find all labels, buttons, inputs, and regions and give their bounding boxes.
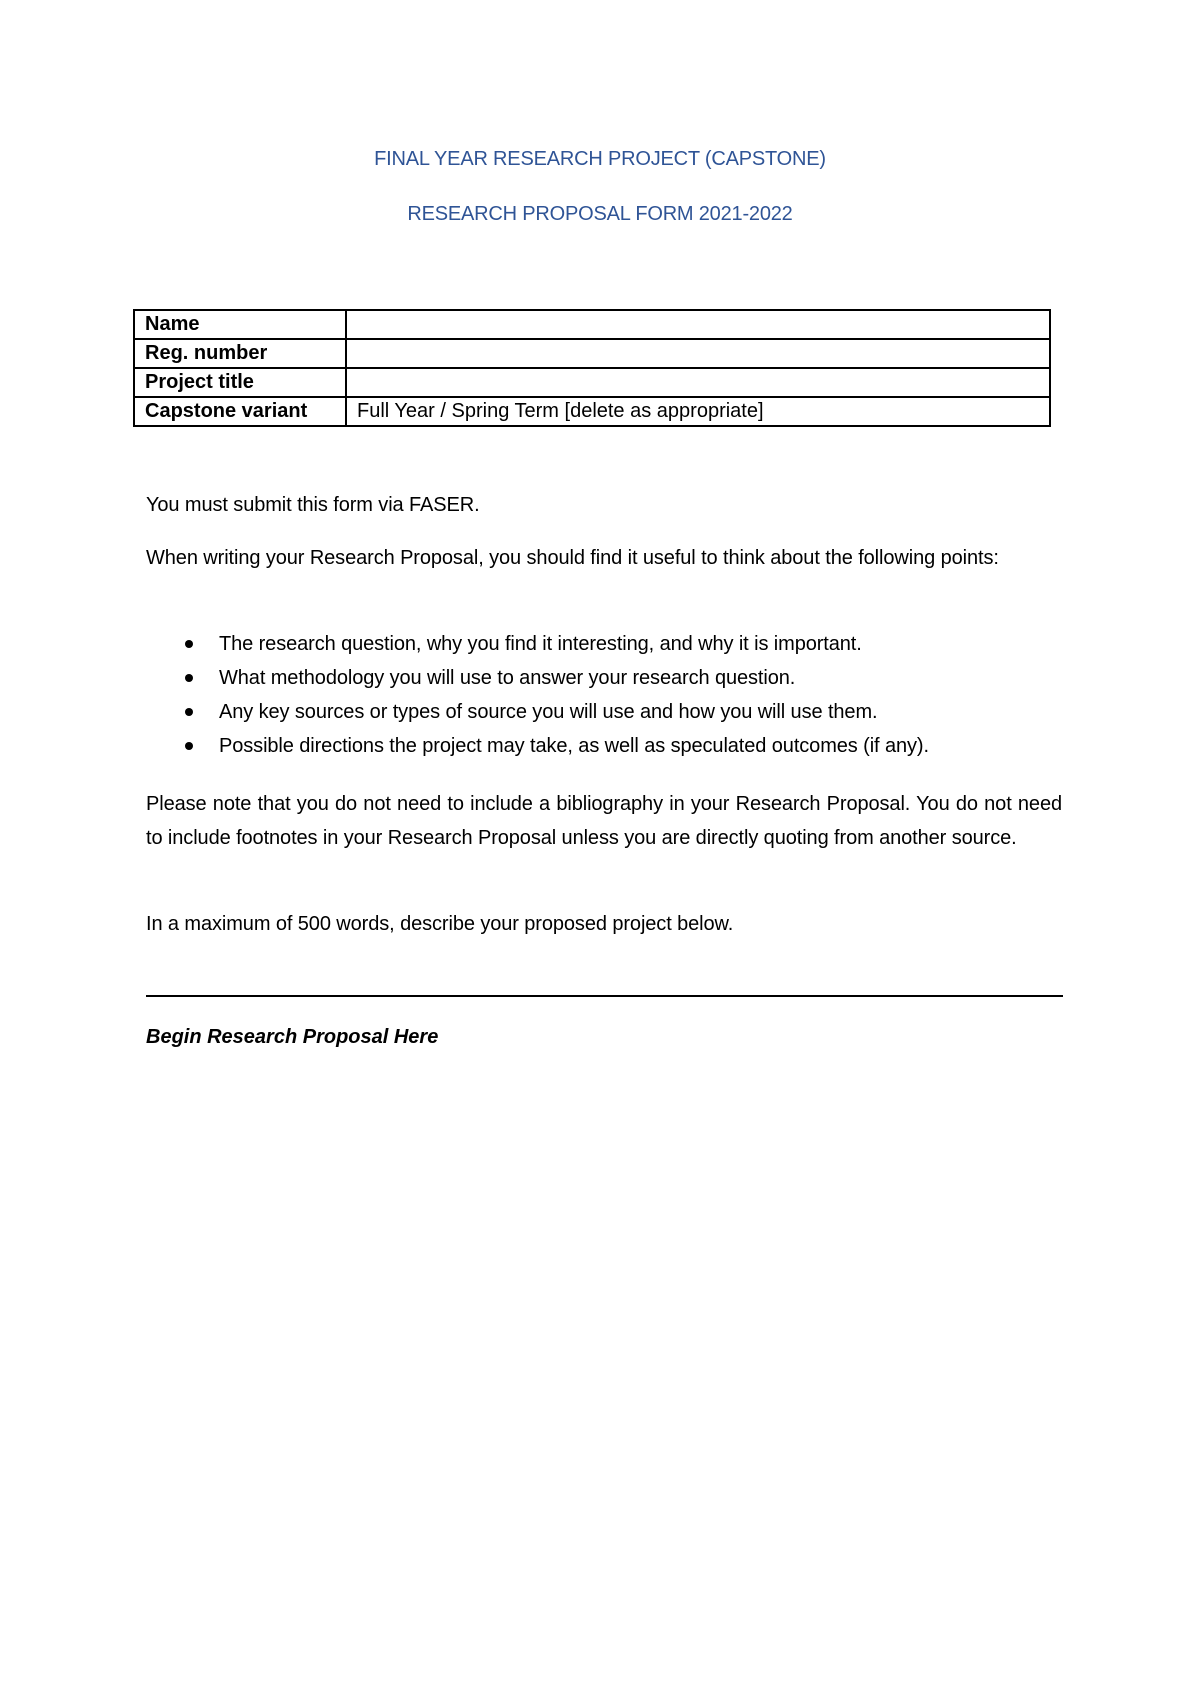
list-item <box>146 695 1062 729</box>
table-row <box>134 310 1050 339</box>
list-item <box>146 661 1062 695</box>
capstone-variant-label: Capstone variant <box>134 397 346 426</box>
table-row <box>134 397 1050 426</box>
intro-paragraph: When writing your Research Proposal, you should find it useful to think about the following points: <box>146 547 999 569</box>
bullet-icon <box>185 708 193 716</box>
bullet-icon <box>185 674 193 682</box>
proposal-start-label[interactable]: Begin Research Proposal Here <box>146 1026 439 1048</box>
project-title-field[interactable] <box>346 368 1050 397</box>
list-item-text: The research question, why you find it interesting, and why it is important. <box>219 633 862 655</box>
guidance-points-list <box>146 627 1062 763</box>
list-item-text: Possible directions the project may take, as well as speculated outcomes (if any). <box>219 735 929 757</box>
submit-note: You must submit this form via FASER. <box>146 494 480 516</box>
word-limit-instruction: In a maximum of 500 words, describe your proposed project below. <box>146 913 734 935</box>
bibliography-note: Please note that you do not need to include a bibliography in your Research Proposal. You do not need to include footnotes in your Research Proposal unless you are directly quoting from another source. <box>146 793 1062 849</box>
bullet-icon <box>185 640 193 648</box>
reg-number-field[interactable] <box>346 339 1050 368</box>
reg-number-label: Reg. number <box>134 339 346 368</box>
project-title-label: Project title <box>134 368 346 397</box>
name-label: Name <box>134 310 346 339</box>
list-item-text: What methodology you will use to answer your research question. <box>219 667 796 689</box>
student-details-table <box>133 309 1051 427</box>
form-subtitle: RESEARCH PROPOSAL FORM 2021-2022 <box>407 203 793 225</box>
list-item-text: Any key sources or types of source you will use and how you will use them. <box>219 701 878 723</box>
capstone-variant-field[interactable]: Full Year / Spring Term [delete as appropriate] <box>346 397 1050 426</box>
table-row <box>134 339 1050 368</box>
list-item <box>146 729 1062 763</box>
bullet-icon <box>185 742 193 750</box>
section-divider <box>146 995 1063 997</box>
list-item <box>146 627 1062 661</box>
table-row <box>134 368 1050 397</box>
name-field[interactable] <box>346 310 1050 339</box>
form-title: FINAL YEAR RESEARCH PROJECT (CAPSTONE) <box>374 148 826 170</box>
